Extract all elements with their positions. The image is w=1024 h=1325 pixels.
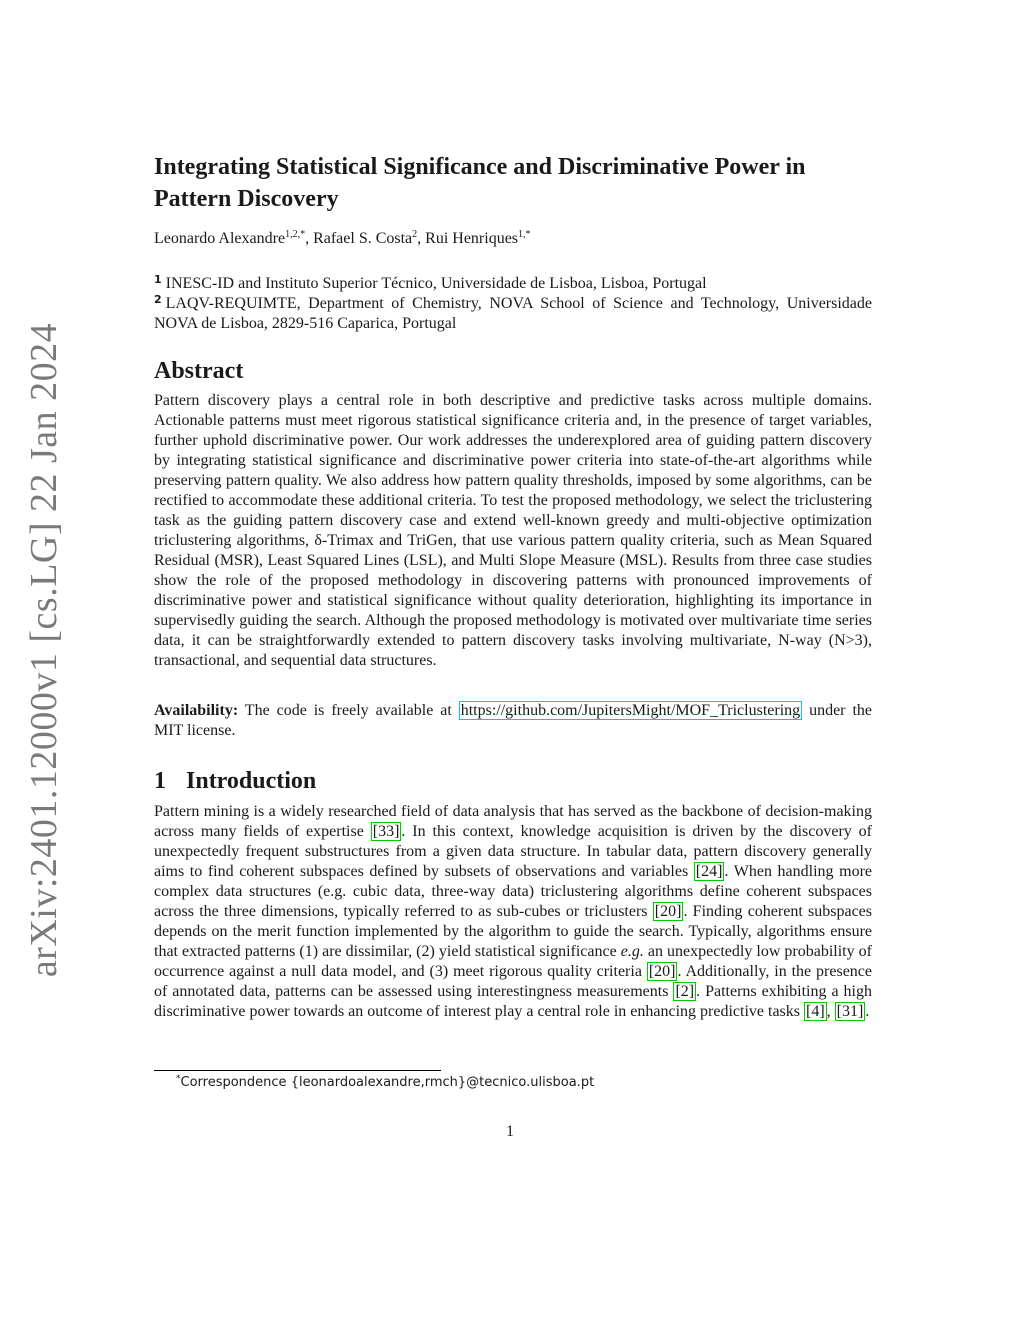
introduction-text: Pattern mining is a widely researched field of data analysis that has served as the backbone of decision-making across many fields of expertise [33] . In this context, knowledge acquisition is driven by the discovery of unexpectedly frequent substructures from a given data structure. In tabular data, pattern discovery generally aims to find coherent subspaces defined by subsets of observations and variables [24] . When handling more complex data structures (e.g. cubic data, three-way data) triclustering algorithms define coherent subspaces across the three dimensions, typically referred to as sub-cubes or triclusters [20] . Finding coherent subspaces depends on the merit function implemented by the algorithm to guide the search. Typically, algorithms ensure that extracted patterns (1) are dissimilar, (2) yield statistical significance e.g. an unexpectedly low probability of occurrence against a null data model, and (3) meet rigorous quality criteria [20] . Additionally, in the presence of annotated data, patterns can be assessed using interestingness measurements [2] . Patterns exhibiting a high discriminative power towards an outcome of interest play a central role in enhancing predictive tasks [4] , [31] . <box>154 803 873 1020</box>
author-affiliation-mark: 2 <box>412 229 418 240</box>
arxiv-identifier[interactable]: arXiv:2401.12000v1 [cs.LG] 22 Jan 2024 <box>23 322 65 978</box>
citation-link[interactable]: [20] <box>654 903 682 920</box>
affiliation: $^2$ LAQV-REQUIMTE, Department of Chemistry, NOVA School of Science and Technology, Universidade NOVA de Lisboa, 2829-516 Caparica, Portugal <box>154 293 872 332</box>
paper-title: Integrating Statistical Significance and Discriminative Power in Pattern Discovery <box>154 154 806 212</box>
author: Rafael S. Costa <box>313 230 413 247</box>
abstract-text: Pattern discovery plays a central role in both descriptive and predictive tasks across multiple domains. Actionable patterns must meet rigorous statistical significance criteria and, in the presence of target variables, further uphold discriminative power. Our work addresses the underexplored area of guiding pattern discovery by integrating statistical significance and discriminative power criteria into state-of-the-art algorithms while preserving pattern quality. We also address how pattern quality thresholds, imposed by some algorithms, can be rectified to accommodate these additional criteria. To test the proposed methodology, we select the triclustering task as the guiding pattern discovery case and extend well-known greedy and multi-objective optimization triclustering algorithms, δ-Trimax and TriGen, that use various pattern quality criteria, such as Mean Squared Residual (MSR), Least Squared Lines (LSL), and Multi Slope Measure (MSL). Results from three case studies show the role of the proposed methodology in discovering patterns with pronounced improvements of discriminative power and statistical significance without quality deterioration, highlighting its importance in supervisedly guiding the search. Although the proposed methodology is motivated over multivariate time series data, it can be straightforwardly extended to pattern discovery tasks involving multivariate, N-way (N>3), transactional, and sequential data structures. <box>154 392 872 669</box>
author: Leonardo Alexandre <box>154 230 286 247</box>
abstract-heading: Abstract <box>154 358 244 384</box>
page-number: 1 <box>506 1123 514 1140</box>
affiliation: $^1$ INESC-ID and Instituto Superior Técnico, Universidade de Lisboa, Lisboa, Portugal <box>154 273 707 292</box>
introduction-heading: 1 Introduction <box>154 768 317 794</box>
emphasis-text: e.g. <box>620 943 644 960</box>
repository-link[interactable]: https://github.com/JupitersMight/MOF_Triclustering <box>460 702 801 719</box>
citation-link[interactable]: [31] <box>836 1003 864 1020</box>
availability-statement: Availability: The code is freely available at https://github.com/JupitersMight/MOF_Triclustering under the MIT license. <box>154 702 872 739</box>
author: Rui Henriques <box>425 230 519 247</box>
author-affiliation-mark: 1,2,* <box>285 229 306 240</box>
author-affiliation-mark: 1,* <box>518 229 531 240</box>
author-list: Leonardo Alexandre$^{1,2,*}$, Rafael S. Costa$^2$, Rui Henriques$^{1,*}$ <box>154 229 531 247</box>
citation-link[interactable]: [4] <box>806 1003 825 1020</box>
footnote-divider <box>154 1070 441 1071</box>
citation-link[interactable]: [20] <box>648 963 676 980</box>
citation-link[interactable]: [24] <box>695 863 723 880</box>
footnote: *Correspondence {leonardoalexandre,rmch}@tecnico.ulisboa.pt <box>176 1074 595 1090</box>
arxiv-sidebar <box>0 0 90 1325</box>
citation-link[interactable]: [2] <box>675 983 695 1000</box>
citation-link[interactable]: [33] <box>372 823 400 840</box>
